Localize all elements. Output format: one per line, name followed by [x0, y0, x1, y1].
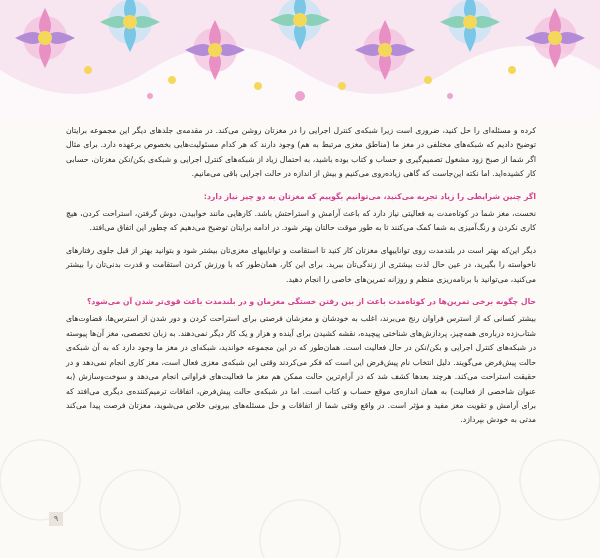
- page-number: ۹: [49, 512, 63, 526]
- paragraph-first: نخست، مغز شما در کوتاه‌مدت به فعالیتی نیاز دارد که باعث آرامش و استراحتش باشد. کارهایی مانند خوابیدن، دوش گرفتن، استراحت کردن، هیچ کاری نکردن و رنگ‌آمیزی به شما کمک می‌کنند تا به طور موقت حالتان بهتر شود. در ادامه برایتان توضیح می‌دهیم که چطور این اتفاق می‌افتد.: [66, 209, 536, 233]
- paragraph-intro: کرده و مسئله‌ای را حل کنید، ضروری است زیرا شبکه‌ی کنترل اجرایی را در مغزتان روشن می‌کند. در مقدمه‌ی جلدهای دیگر این مجموعه برایتان توضیح دادیم که شبکه‌های مختلفی در مغز ما (مناطق مغزی مرتبط به هم) وجود دارند که هر کدام مسئولیت‌هایی بخصوص برعهده دارد. برای مثال اگر شما از صبح زود مشغول تصمیم‌گیری و حساب و کتاب بوده باشید، به احتمال زیاد از شبکه‌های کنترل اجرایی و شبکه‌ی بکن/نکن مغزتان، حسابی کار کشیده‌اید. اما نکته این‌جاست که گاهی زیاده‌روی می‌کنیم و بیش از اندازه در حالت اجرایی باقی می‌مانیم.: [66, 126, 536, 179]
- page-body: [66, 124, 536, 436]
- paragraph-second: دیگر این‌که بهتر است در بلندمدت روی تواناییهای مغزتان کار کنید تا استقامت و تواناییهای مغزی‌تان بیشتر شود و بتوانید بهتر از قبل جلوی رفتارهای ناخواسته را بگیرید، در عین حال لذت بیشتری از زندگی‌تان ببرید. برای این کار، همان‌طور که با ورزش کردن استقامت و قدرت بدنی‌تان را بیشتر می‌کنید، می‌توانید با برنامه‌ریزی منظم و روزانه تمرین‌های خاصی را انجام دهید.: [66, 245, 536, 284]
- question-heading-2: حال چگونه برخی تمرین‌ها در کوتاه‌مدت باعث از بین رفتن خستگی مغزمان و در بلندمدت باعث قوی‌تر شدن آن می‌شود؟: [86, 297, 536, 307]
- question-heading-1: اگر چنین شرایطی را زیاد تجربه می‌کنید، می‌توانیم بگوییم که مغزتان به دو چیز نیاز دارد:: [203, 191, 536, 201]
- top-floral-ornament: [0, 0, 600, 118]
- paragraph-default-mode: بیشتر کسانی که از استرس فراوان رنج می‌برند، اغلب به خودشان و مغزشان فرصتی برای استراحت کردن و دور شدن از استرس‌ها، قضاوت‌های شتاب‌زده درباره‌ی همه‌چیز، پردازش‌های شناختی پیچیده، نقشه کشیدن برای آینده و هزار و یک کار دیگر نمی‌دهند. به زبان تخصصی، مغز آن‌ها پیوسته در شبکه‌های کنترل اجرایی و بکن/نکن در حال فعالیت است. همان‌طور که در این مجموعه خواندید، شبکه‌ای در مغز ما وجود دارد که به آن شبکه‌ی حالت پیش‌فرض می‌گویند. دلیل انتخاب نام پیش‌فرض این است که فکر می‌کردند وقتی این شبکه‌ی مغزی فعال است، مغز کاری انجام نمی‌دهد و در حقیقت استراحت می‌کند. هرچند بعدها کشف شد که در آرام‌ترین حالت ممکن هم مغز ما فعالیت‌های فراوانی انجام می‌دهد و سوخت‌وسازش (به عنوان شاخصی از فعالیت) به همان اندازه‌ی موقع حساب و کتاب است. اما در شبکه‌ی حالت پیش‌فرض، اتفاقات ترمیم‌کننده‌ی دیگری می‌افتد که برای آرامش و تقویت مغز مفید و مؤثر است. در واقع وقتی شما از اتفاقات و حل مسئله‌های بیرونی خلاص می‌شوید، مغزتان فرصت پیدا می‌کند مدتی به خودش بپردازد.: [66, 314, 536, 425]
